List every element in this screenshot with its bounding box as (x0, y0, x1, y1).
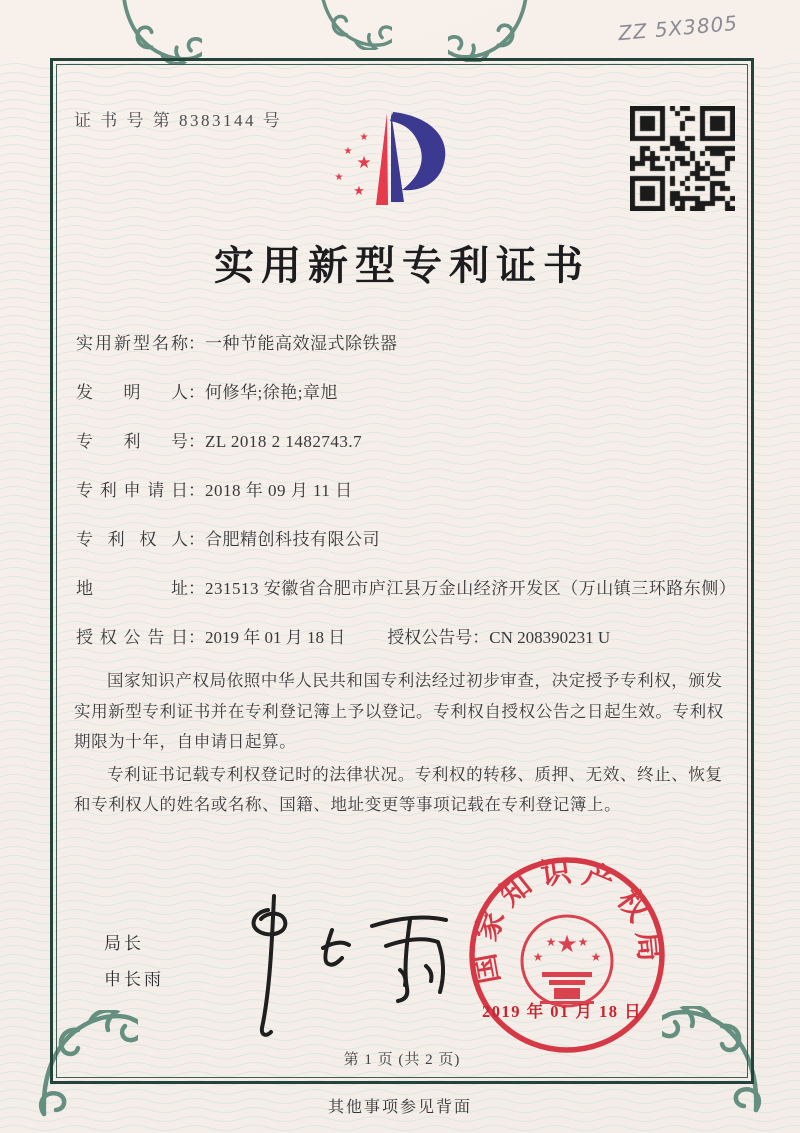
field-value: 231513 安徽省合肥市庐江县万金山经济开发区（万山镇三环路东侧） (205, 579, 737, 598)
field-label: 地址 (76, 579, 188, 598)
field-label: 授权公告号 (387, 628, 473, 647)
field-row-filing-date: 专利申请日 ： 2018 年 09 月 11 日 (76, 477, 728, 505)
certificate-title: 实用新型专利证书 (214, 243, 590, 288)
field-row-patentee: 专利权人 ： 合肥精创科技有限公司 (76, 526, 728, 554)
field-row-address: 地址 ： 231513 安徽省合肥市庐江县万金山经济开发区（万山镇三环路东侧） (76, 575, 728, 603)
certificate-number: 证 书 号 第 8383144 号 (74, 111, 283, 130)
page-number: 第 1 页 (共 2 页) (343, 1052, 461, 1068)
certificate-fields (76, 330, 737, 673)
field-row-inventors: 发明人 ： 何修华;徐艳;章旭 (76, 379, 728, 407)
corner-ornament-icon (316, 0, 392, 50)
signer-name: 申长雨 (104, 970, 164, 989)
svg-text:★: ★ (556, 930, 578, 958)
seal-agency-text: 国家知识产权局 (467, 854, 666, 987)
signature (210, 888, 480, 1048)
svg-text:★: ★ (545, 935, 557, 949)
field-label: 专利号 (76, 432, 188, 451)
field-label: 专利权人 (76, 530, 188, 549)
corner-ornament-icon (448, 0, 532, 62)
signer-block (104, 926, 164, 998)
field-value: 2018 年 09 月 11 日 (205, 481, 353, 500)
field-label: 专利申请日 (76, 481, 188, 500)
star-icon: ★ (359, 132, 369, 143)
legal-paragraph: 专利证书记载专利权登记时的法律状况。专利权的转移、质押、无效、终止、恢复和专利权人的姓名或名称、国籍、地址变更等事项记载在专利登记簿上。 (74, 764, 723, 815)
field-row-patent-no: 专利号 ： ZL 2018 2 1482743.7 (76, 428, 728, 456)
field-value: 何修华;徐艳;章旭 (205, 383, 338, 402)
field-label: 授权公告日 (76, 628, 188, 647)
field-label: 发明人 (76, 383, 188, 402)
svg-text:★: ★ (532, 950, 544, 964)
legal-text (74, 666, 726, 823)
field-value: 一种节能高效湿式除铁器 (205, 334, 398, 353)
field-row-name: 实用新型名称 ： 一种节能高效湿式除铁器 (76, 330, 728, 358)
star-icon: ★ (343, 146, 353, 157)
national-emblem-icon (522, 916, 612, 1006)
star-icon: ★ (353, 184, 365, 199)
star-icon: ★ (334, 172, 344, 183)
handwritten-code: ZZ 5X3805 (617, 10, 739, 46)
legal-paragraph: 国家知识产权局依照中华人民共和国专利法经过初步审查，决定授予专利权，颁发实用新型专利证书并在专利登记簿上予以登记。专利权自授权公告之日起生效。专利权期限为十年，自申请日起算。 (74, 671, 724, 752)
cnipa-logo-icon (326, 100, 476, 234)
seal-date: 2019 年 01 月 18 日 (482, 1002, 643, 1021)
star-icon: ★ (356, 153, 372, 173)
svg-text:国家知识产权局 (468, 855, 666, 987)
svg-text:★: ★ (577, 935, 589, 949)
svg-text:★: ★ (590, 950, 602, 964)
corner-ornament-icon (118, 0, 202, 64)
official-seal (465, 853, 669, 1057)
field-value: 合肥精创科技有限公司 (205, 530, 380, 549)
grant-date: 2019 年 01 月 18 日 (205, 628, 346, 647)
grant-number: CN 208390231 U (489, 628, 611, 647)
field-label: 实用新型名称 (76, 334, 188, 353)
qr-code (630, 106, 735, 211)
signer-title: 局长 (104, 934, 144, 953)
field-row-grant: 授权公告日 ： 2019 年 01 月 18 日 授权公告号 ： CN 208390231 U (76, 624, 728, 652)
footer-note: 其他事项参见背面 (327, 1099, 472, 1116)
field-value: ZL 2018 2 1482743.7 (205, 432, 363, 451)
